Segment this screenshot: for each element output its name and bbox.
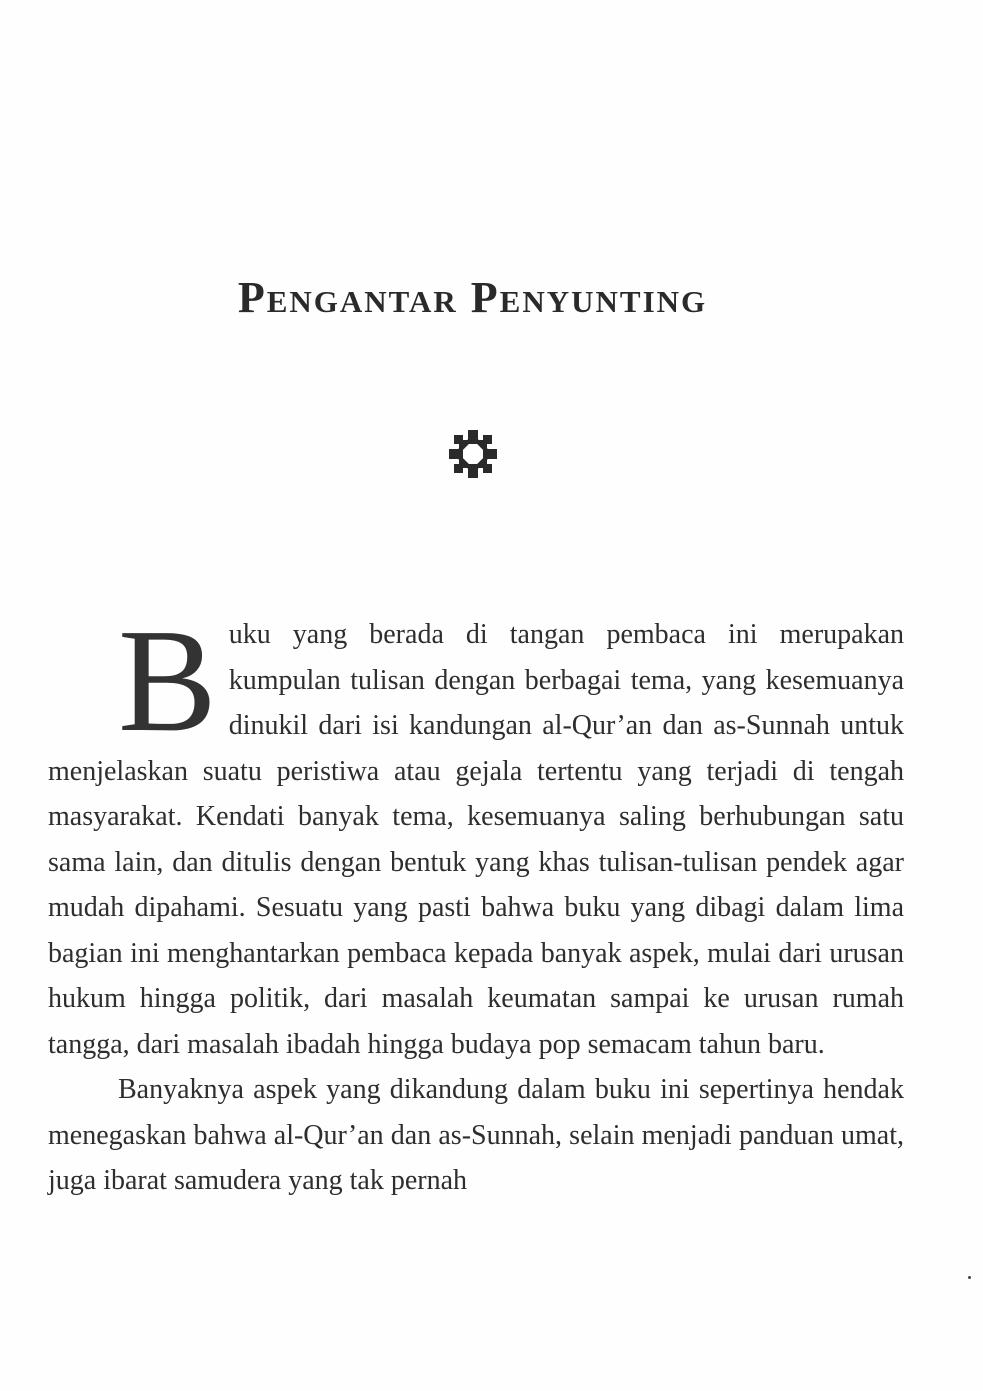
drop-cap: B <box>118 599 217 763</box>
body-text <box>48 599 904 1204</box>
octagram-knot-icon <box>447 428 499 480</box>
paragraph-1-text: uku yang berada di tangan pembaca ini merupakan kumpulan tulisan dengan berbagai tema, yang kesemuanya dinukil dari isi kandungan al-Qur’an dan as-Sunnah untuk menjelaskan suatu peristiwa atau gejala tertentu yang terjadi di tengah masyarakat. Kendati banyak tema, kesemuanya saling berhubungan satu sama lain, dan ditulis dengan bentuk yang khas tulisan-tulisan pendek agar mudah dipahami. Sesuatu yang pasti bahwa buku yang dibagi dalam lima bagian ini menghantarkan pembaca kepada banyak aspek, mulai dari urusan hukum hingga politik, dari masalah keumatan sampai ke urusan rumah tangga, dari masalah ibadah hingga budaya pop semacam tahun baru. <box>48 619 904 1060</box>
chapter-title: Pengantar Penyunting <box>237 273 708 322</box>
paragraph-2: Banyaknya aspek yang dikandung dalam buku ini sepertinya hendak menegaskan bahwa al-Qur’an dan as-Sunnah, selain menjadi panduan umat, juga ibarat samudera yang tak pernah <box>48 1074 904 1196</box>
scan-speck <box>968 1276 971 1279</box>
paragraph-1 <box>48 599 904 1067</box>
